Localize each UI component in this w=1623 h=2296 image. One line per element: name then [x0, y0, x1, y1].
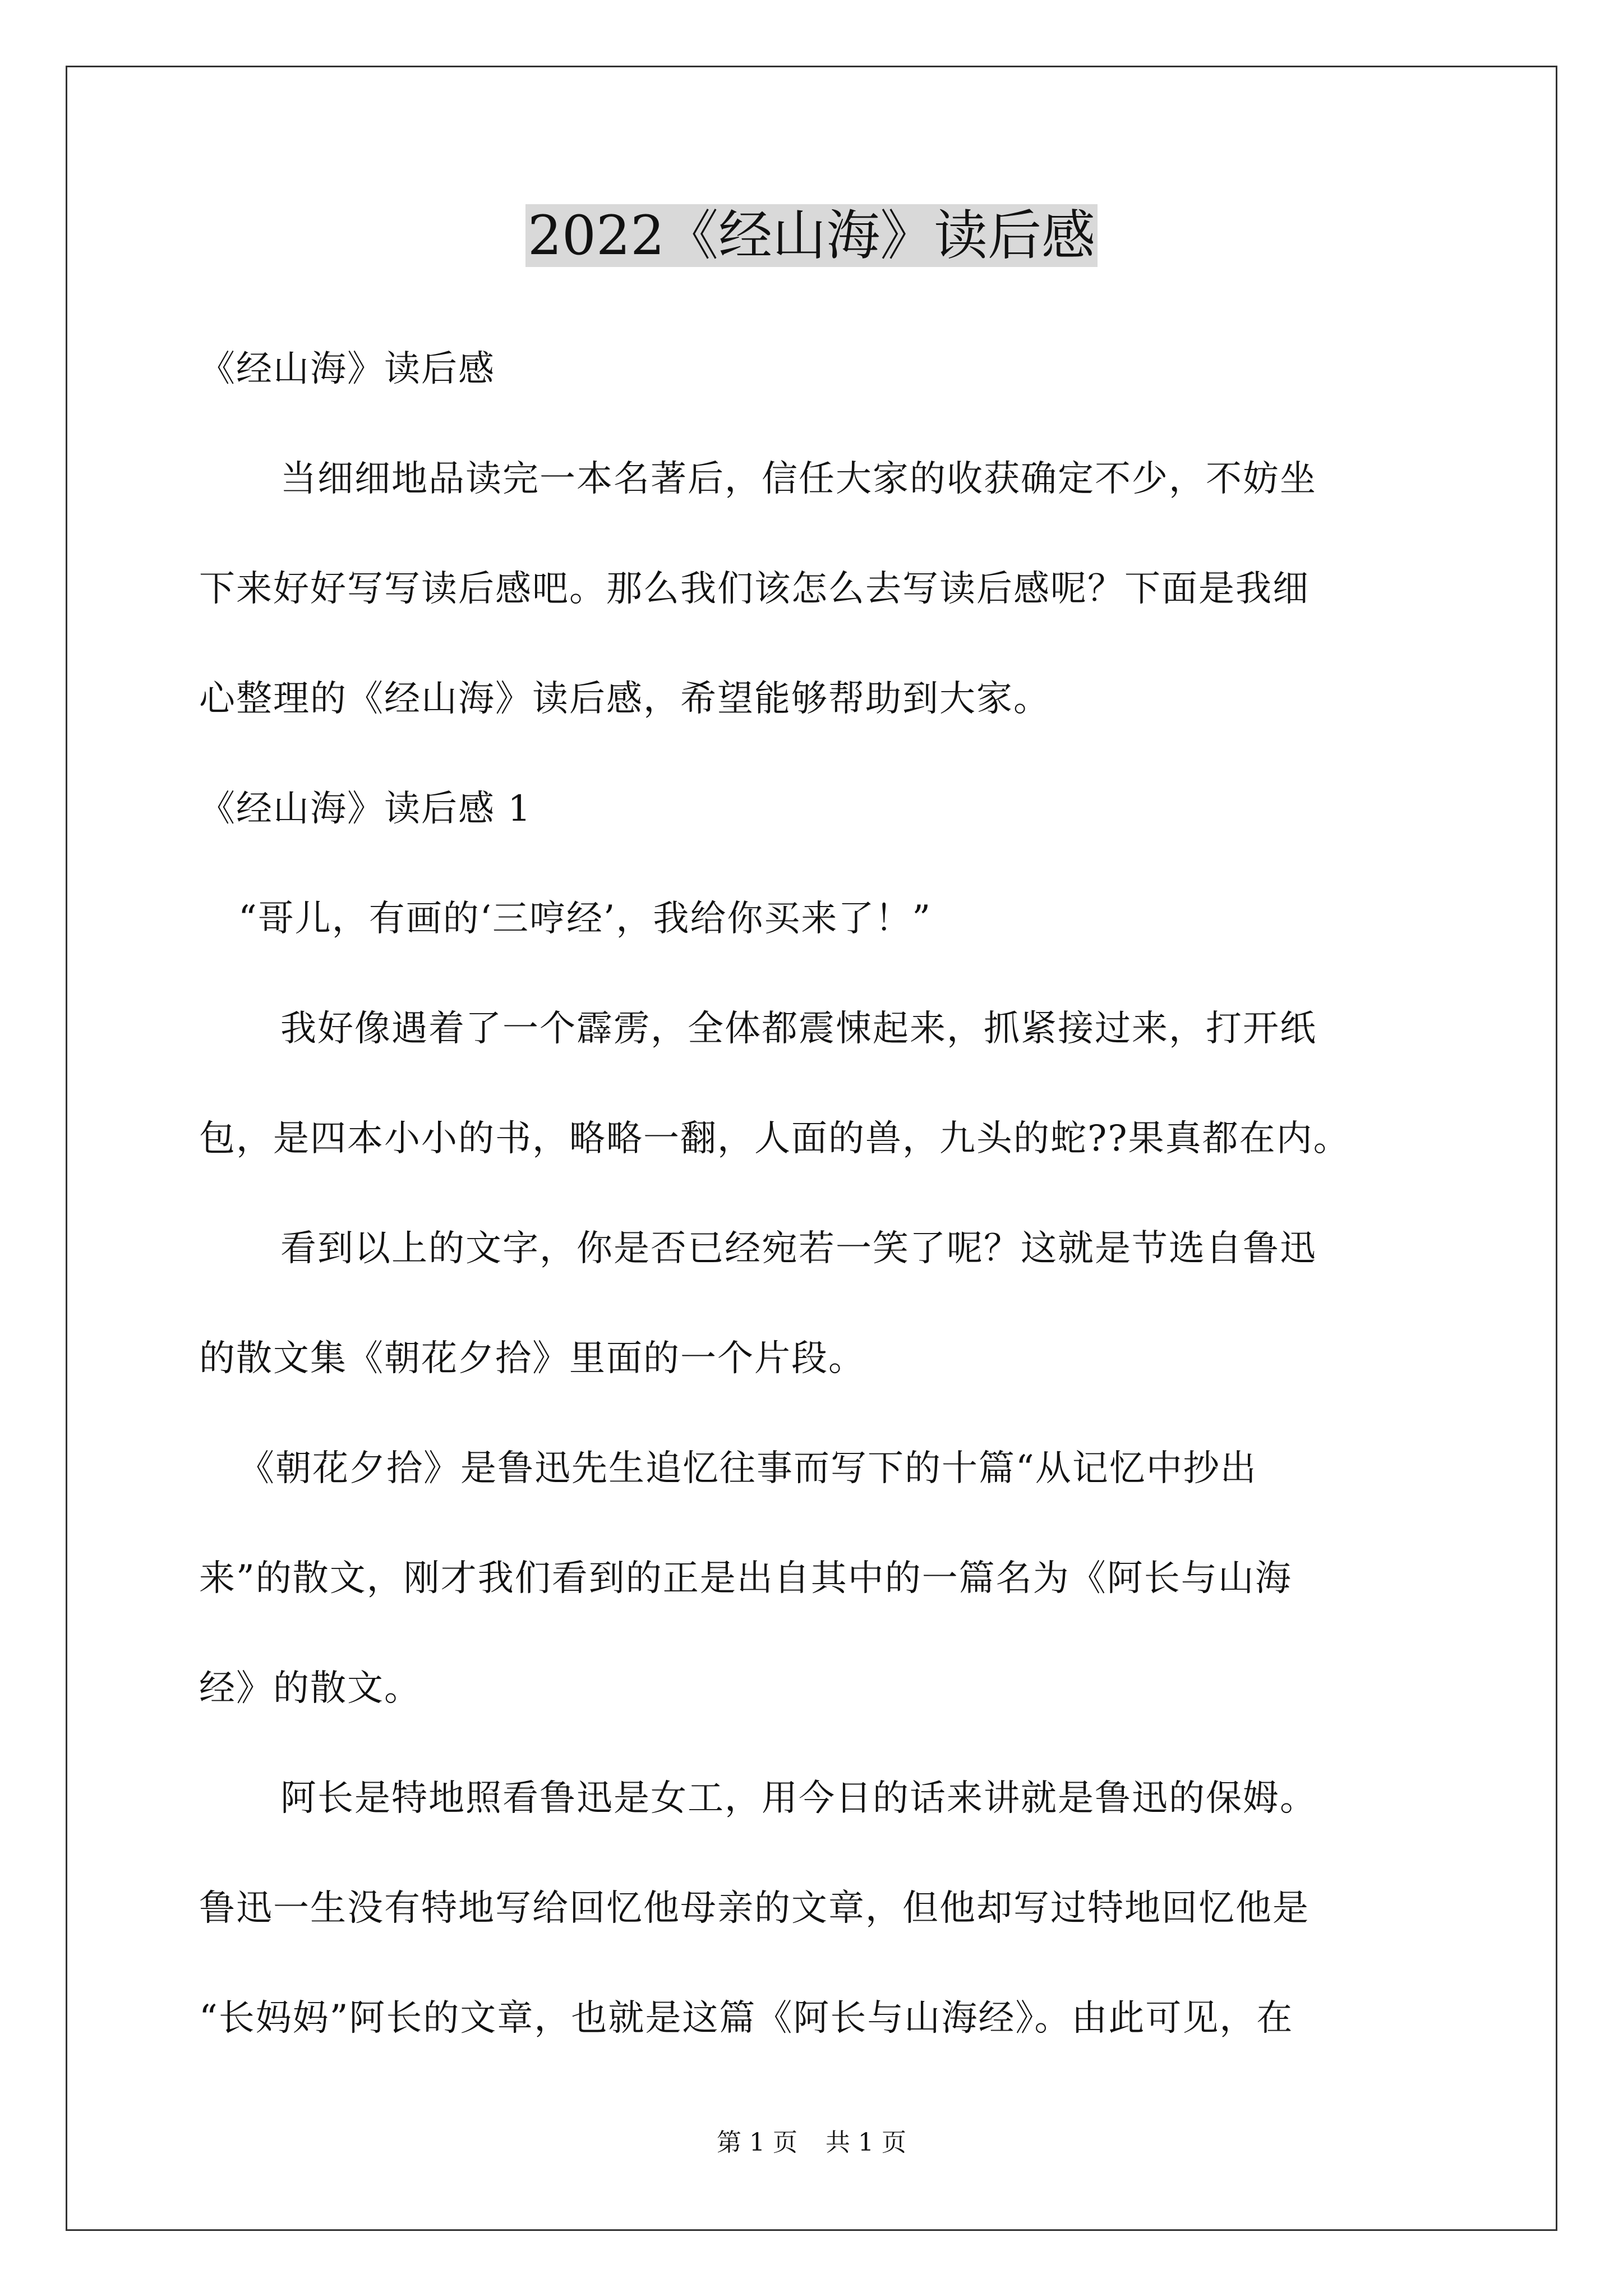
- page-number: 第 1 页: [717, 2128, 797, 2157]
- paragraph-line: “长妈妈”阿长的文章，也就是这篇《阿长与山海经》。由此可见，在: [199, 1998, 1294, 2039]
- page-footer: [0, 2126, 1623, 2160]
- document-title-text: 2022《经山海》读后感: [525, 204, 1098, 267]
- paragraph-line: 来”的散文，刚才我们看到的正是出自其中的一篇名为《阿长与山海: [199, 1558, 1292, 1599]
- paragraph-line: 阿长是特地照看鲁迅是女工，用今日的话来讲就是鲁迅的保姆。: [280, 1778, 1317, 1819]
- document-body: [199, 314, 1433, 2073]
- paragraph-line: 我好像遇着了一个霹雳，全体都震悚起来，抓紧接过来，打开纸: [280, 1008, 1317, 1050]
- paragraph-line: 当细细地品读完一本名著后，信任大家的收获确定不少，不妨坐: [280, 458, 1317, 500]
- paragraph-line: 《朝花夕拾》是鲁迅先生追忆往事而写下的十篇“从记忆中抄出: [238, 1448, 1257, 1489]
- section-heading: 《经山海》读后感 1: [199, 788, 532, 830]
- paragraph-line: 心整理的《经山海》读后感，希望能够帮助到大家。: [199, 678, 1050, 720]
- paragraph-line: 鲁迅一生没有特地写给回忆他母亲的文章，但他却写过特地回忆他是: [199, 1888, 1310, 1929]
- paragraph-line: 看到以上的文字，你是否已经宛若一笑了呢？这就是节选自鲁迅: [280, 1228, 1317, 1269]
- paragraph-line: 下来好好写写读后感吧。那么我们该怎么去写读后感呢？下面是我细: [199, 568, 1310, 610]
- page-total: 共 1 页: [826, 2128, 906, 2157]
- paragraph-line: 包，是四本小小的书，略略一翻，人面的兽，九头的蛇??果真都在内。: [199, 1118, 1350, 1159]
- paragraph-line: 的散文集《朝花夕拾》里面的一个片段。: [199, 1338, 865, 1379]
- section-heading: 《经山海》读后感: [199, 348, 495, 390]
- paragraph-line: “哥儿，有画的‘三哼经’，我给你买来了！”: [238, 898, 932, 940]
- document-title: [0, 199, 1623, 272]
- paragraph-line: 经》的散文。: [199, 1668, 421, 1709]
